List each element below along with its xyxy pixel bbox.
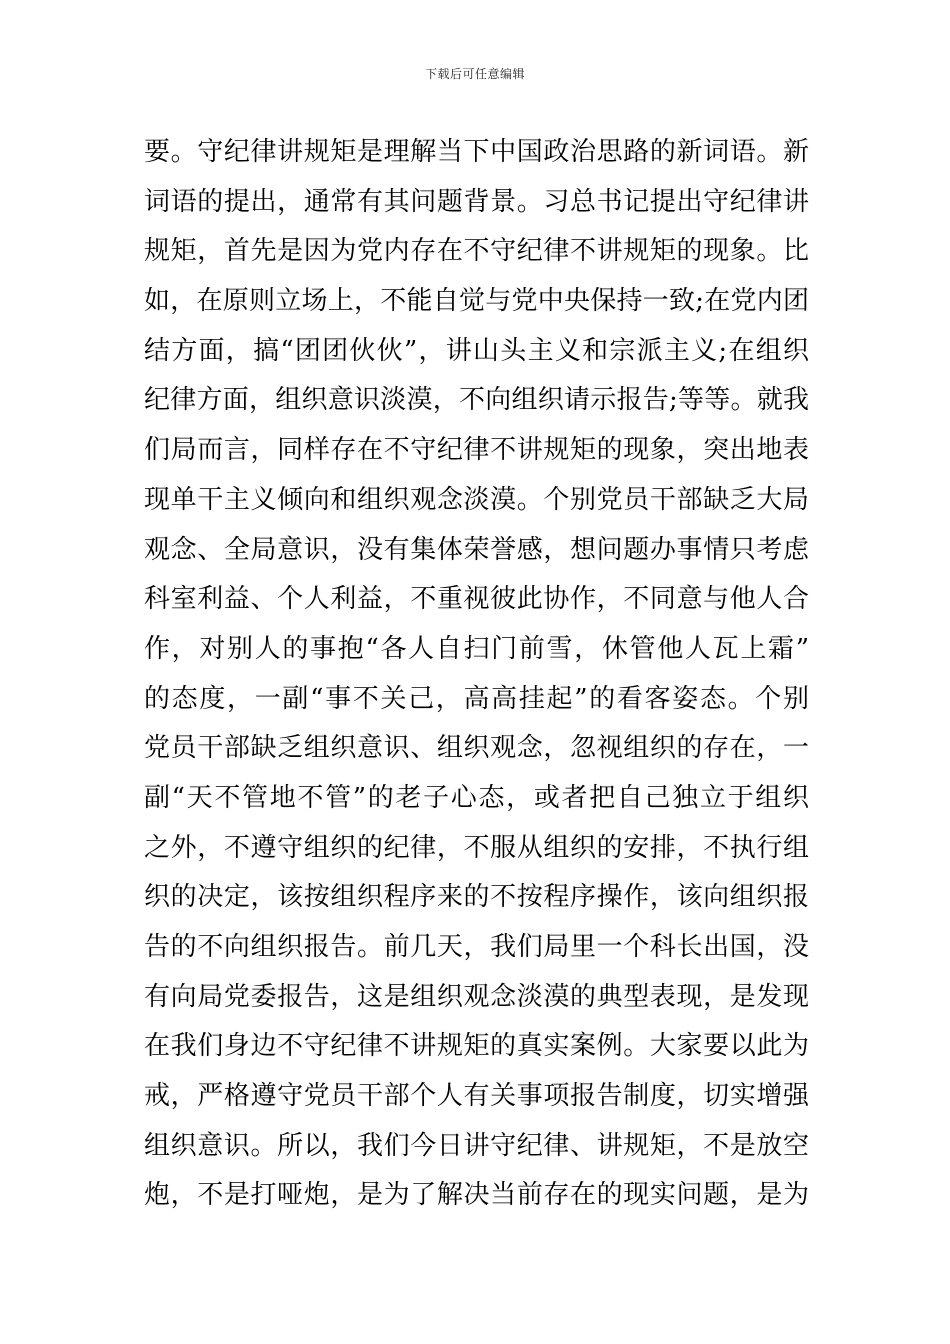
- document-body: [144, 128, 809, 1221]
- text-line: 在我们身边不守纪律不讲规矩的真实案例。大家要以此为: [144, 1031, 809, 1062]
- text-line: 如，在原则立场上，不能自觉与党中央保持一致;在党内团: [144, 286, 809, 317]
- text-line: 有向局党委报告，这是组织观念淡漠的典型表现，是发现: [144, 981, 809, 1012]
- text-line: 党员干部缺乏组织意识、组织观念，忽视组织的存在，一: [144, 733, 809, 764]
- text-line: 炮，不是打哑炮，是为了解决当前存在的现实问题，是为: [144, 1180, 809, 1211]
- text-line: 的态度，一副“事不关己，高高挂起”的看客姿态。个别: [144, 683, 809, 714]
- text-line: 戒，严格遵守党员干部个人有关事项报告制度，切实增强: [144, 1081, 809, 1112]
- text-line: 组织意识。所以，我们今日讲守纪律、讲规矩，不是放空: [144, 1130, 809, 1161]
- text-line: 现单干主义倾向和组织观念淡漠。个别党员干部缺乏大局: [144, 484, 809, 515]
- text-line: 告的不向组织报告。前几天，我们局里一个科长出国，没: [144, 932, 809, 962]
- text-line: 词语的提出，通常有其问题背景。习总书记提出守纪律讲: [144, 186, 809, 217]
- text-line: 科室利益、个人利益，不重视彼此协作，不同意与他人合: [144, 584, 809, 615]
- text-line: 作，对别人的事抱“各人自扫门前雪，休管他人瓦上霜”: [144, 633, 809, 664]
- text-line: 副“天不管地不管”的老子心态，或者把自己独立于组织: [144, 782, 809, 813]
- text-line: 们局而言，同样存在不守纪律不讲规矩的现象，突出地表: [144, 435, 809, 466]
- text-line: 观念、全局意识，没有集体荣誉感，想问题办事情只考虑: [144, 534, 809, 565]
- page-header: 下载后可任意编辑: [424, 67, 525, 81]
- text-line: 规矩，首先是因为党内存在不守纪律不讲规矩的现象。比: [144, 236, 809, 267]
- text-line: 纪律方面，组织意识淡漠，不向组织请示报告;等等。就我: [144, 385, 809, 416]
- text-line: 结方面，搞“团团伙伙”，讲山头主义和宗派主义;在组织: [144, 335, 809, 366]
- text-line: 织的决定，该按组织程序来的不按程序操作，该向组织报: [144, 882, 809, 913]
- text-line: 之外，不遵守组织的纪律，不服从组织的安排，不执行组: [144, 832, 809, 863]
- text-line: 要。守纪律讲规矩是理解当下中国政治思路的新词语。新: [144, 137, 809, 167]
